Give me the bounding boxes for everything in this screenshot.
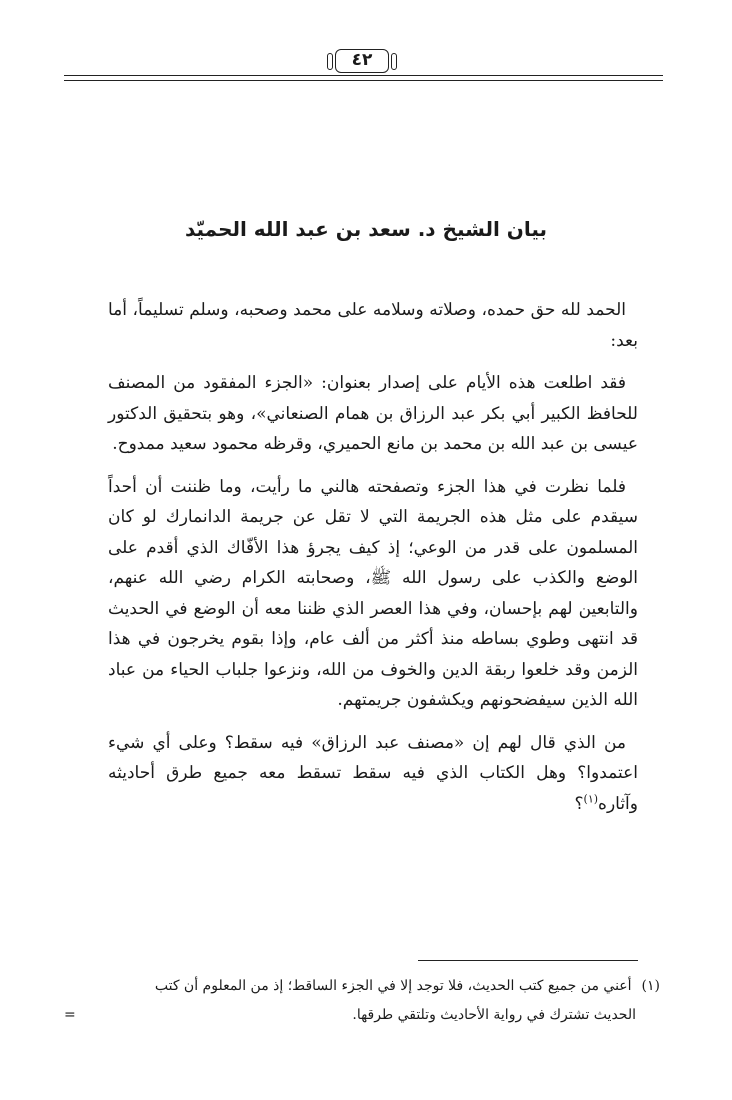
footnote-line-2: الحديث تشترك في رواية الأحاديث وتلتقي طرقها. [352,1007,636,1023]
body-text [108,295,638,831]
paragraph-question-text: من الذي قال لهم إن «مصنف عبد الرزاق» فيه سقط؟ وعلى أي شيء اعتمدوا؟ وهل الكتاب الذي فيه سقط تسقط معه جميع طرق أحاديثه وآثاره [108,732,638,814]
header-rule-bottom [64,80,663,81]
paragraph-criticism: فلما نظرت في هذا الجزء وتصفحته هالني ما رأيت، وما ظننت أن أحداً سيقدم على مثل هذه الجريمة التي لا تقل عن جريمة الدانمارك لو كان المسلمون على قدر من الوعي؛ إذ كيف يجرؤ هذا الأفّاك الذي أقدم على الوضع والكذب على رسول الله ﷺ، وصحابته الكرام رضي الله عنهم، والتابعين لهم بإحسان، وفي هذا العصر الذي ظننا معه أن الوضع في الحديث قد انتهى وطوي بساطه منذ أكثر من ألف عام، وإذا بقوم يخرجون في هذا الزمن وقد خلعوا ربقة الدين والخوف من الله، ونزعوا جلباب الحياء من عباد الله الذين سيفضحونهم ويكشفون جريمتهم. [108,476,638,710]
paragraph-publication: فقد اطلعت هذه الأيام على إصدار بعنوان: «الجزء المفقود من المصنف للحافظ الكبير أبي بكر عبد الرزاق بن همام الصنعاني»، وهو بتحقيق الدكتور عيسى بن عبد الله بن محمد بن مانع الحميري، وقرظه محمود سعيد ممدوح. [108,373,638,454]
paragraph-opening: الحمد لله حق حمده، وصلاته وسلامه على محمد وصحبه، وسلم تسليماً، أما بعد: [108,300,638,351]
footnote-line-1: أعني من جميع كتب الحديث، فلا توجد إلا في الجزء الساقط؛ إذ من المعلوم أن كتب [154,978,632,994]
page-number: ٤٢ [335,49,389,73]
paragraph-question [108,728,638,820]
section-title: بيان الشيخ د. سعد بن عبد الله الحميّد [184,217,548,241]
question-mark: ؟ [574,793,584,814]
footnote-continuation-mark: = [64,1007,76,1023]
footnote [60,972,660,1030]
header-rule-top [64,75,663,76]
footnote-number: (١) [641,978,660,994]
footnote-ref[interactable]: (١) [583,791,599,805]
footnote-separator [418,960,638,961]
